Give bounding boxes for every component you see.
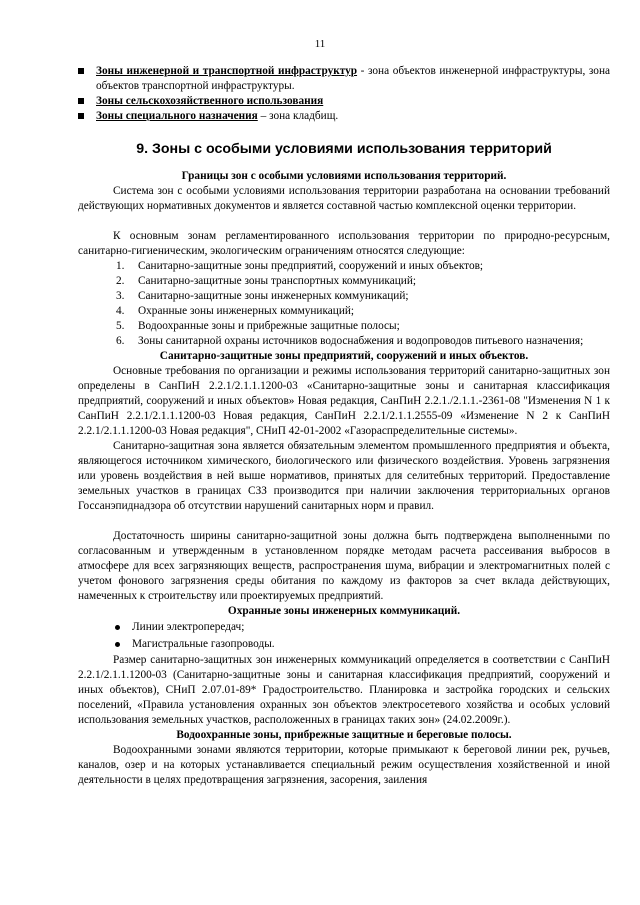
round-bullet-icon: [115, 642, 120, 647]
page-content: [78, 64, 610, 788]
sanitary-paragraph-2: Санитарно-защитная зона является обязательным элементом промышленного предприятия и объекта, являющегося источником химического, биологического или физического воздействия. Уровень загрязнения или уровень воздействия в ней выше нормативов, принятых для селитебных территорий. Предоставление земельных участков в границах СЗЗ производится при наличии заключения территориальных органов Госсанэпиднадзора об отсутствии нарушений санитарных норм и правил.: [78, 440, 610, 512]
borders-heading: Границы зон с особыми условиями использования территорий.: [181, 170, 507, 182]
zone-bullet-title: Зоны инженерной и транспортной инфраструктур: [96, 65, 358, 77]
zone-bullet: [78, 94, 610, 109]
square-bullet-icon: [78, 68, 84, 74]
list-item-number: 2.: [116, 275, 125, 287]
page-number: 11: [314, 38, 326, 50]
list-item-number: 1.: [116, 260, 125, 272]
zone-bullet-text: – зона кладбищ.: [257, 110, 339, 122]
zone-bullet: [78, 109, 610, 124]
list-item: [78, 289, 610, 304]
zone-bullet-text: - зона объектов инженерной инфраструктуры, зона объектов транспортной инфраструктуры.: [96, 65, 610, 92]
protective-paragraph: Размер санитарно-защитных зон инженерных коммуникаций определяется в соответствии с СанПиН 2.2.1/2.1.1.1200-03 (Санитарно-защитные зоны и санитарная классификация предприятий, сооружений и иных объектов), СНиП 2.07.01-89* Градостроительство. Планировка и застройка городских и сельских поселений, «Правила установления охранных зон объектов электросетевого хозяйства и особых условий использования земельных участков, расположенных в границах таких зон» (24.02.2009г.).: [78, 654, 610, 726]
list-item-text: Водоохранные зоны и прибрежные защитные полосы;: [138, 320, 400, 332]
protective-item-text: Линии электропередач;: [132, 621, 245, 633]
round-bullet-icon: [115, 625, 120, 630]
list-item: [78, 304, 610, 319]
water-paragraph: Водоохранными зонами являются территории, которые примыкают к береговой линии рек, ручьев, каналов, озер и на которых устанавливается специальный режим осуществления хозяйственной и иной деятельности в целях предотвращения загрязнения, засорения, заиления: [78, 744, 610, 786]
protective-item-text: Магистральные газопроводы.: [132, 638, 275, 650]
list-item-text: Зоны санитарной охраны источников водоснабжения и водопроводов питьевого назначения;: [138, 335, 584, 347]
main-zones-list: [78, 259, 610, 349]
sanitary-heading: Санитарно-защитные зоны предприятий, сооружений и иных объектов.: [159, 350, 529, 362]
square-bullet-icon: [78, 98, 84, 104]
list-item-text: Санитарно-защитные зоны предприятий, сооружений и иных объектов;: [138, 260, 484, 272]
list-item: [78, 259, 610, 274]
water-heading: Водоохранные зоны, прибрежные защитные и береговые полосы.: [176, 729, 512, 741]
list-item-text: Охранные зоны инженерных коммуникаций;: [138, 305, 355, 317]
protective-list-item: [78, 619, 610, 636]
protective-list-item: [78, 636, 610, 653]
list-item-number: 5.: [116, 320, 125, 332]
zone-bullet-title: Зоны сельскохозяйственного использования: [96, 95, 324, 107]
list-item: [78, 319, 610, 334]
list-item-text: Санитарно-защитные зоны транспортных коммуникаций;: [138, 275, 416, 287]
list-item: [78, 274, 610, 289]
list-item-number: 4.: [116, 305, 125, 317]
section-title: 9. Зоны с особыми условиями использования территорий: [136, 141, 552, 157]
protective-heading: Охранные зоны инженерных коммуникаций.: [227, 605, 461, 617]
zone-bullet: [78, 64, 610, 94]
square-bullet-icon: [78, 113, 84, 119]
main-zones-intro: К основным зонам регламентированного использования территории по природно-ресурсным, санитарно-гигиеническим, экологическим ограничениям относятся следующие:: [78, 230, 610, 257]
list-item-number: 3.: [116, 290, 125, 302]
sanitary-paragraph-1: Основные требования по организации и режимы использования территорий санитарно-защитных зон определены в СанПиН 2.2.1/2.1.1.1200-03 «Санитарно-защитные зоны и санитарная классификация предприятий, сооружений и иных объектов» Новая редакция, СанПиН 2.2.1./2.1.1.-2361-08 "Изменения N 1 к СанПиН 2.2.1/2.1.1.1200-03 Новая редакция, СанПиН 2.2.1/2.1.1.2555-09 «Изменение N 2 к СанПиН 2.2.1/2.1.1.1200-03 Новая редакция", СНиП 42-01-2002 «Газораспределительные системы».: [78, 365, 610, 437]
borders-paragraph: Система зон с особыми условиями использования территории разработана на основании требований действующих нормативных документов и является составной частью комплексной оценки территории.: [78, 185, 610, 212]
list-item-number: 6.: [116, 335, 125, 347]
zone-bullet-title: Зоны специального назначения: [96, 110, 258, 122]
sanitary-paragraph-3: Достаточность ширины санитарно-защитной зоны должна быть подтверждена выполненными по согласованным и утвержденным в установленном порядке методам расчета рассеивания выбросов в атмосфере для всех загрязняющих веществ, распространения шума, вибрации и электромагнитных полей с учетом фонового загрязнения среды обитания по каждому из факторов за счет вклада действующих, намеченных к строительству или проектируемых предприятий.: [78, 530, 610, 602]
list-item: [78, 334, 610, 349]
list-item-text: Санитарно-защитные зоны инженерных коммуникаций;: [138, 290, 409, 302]
